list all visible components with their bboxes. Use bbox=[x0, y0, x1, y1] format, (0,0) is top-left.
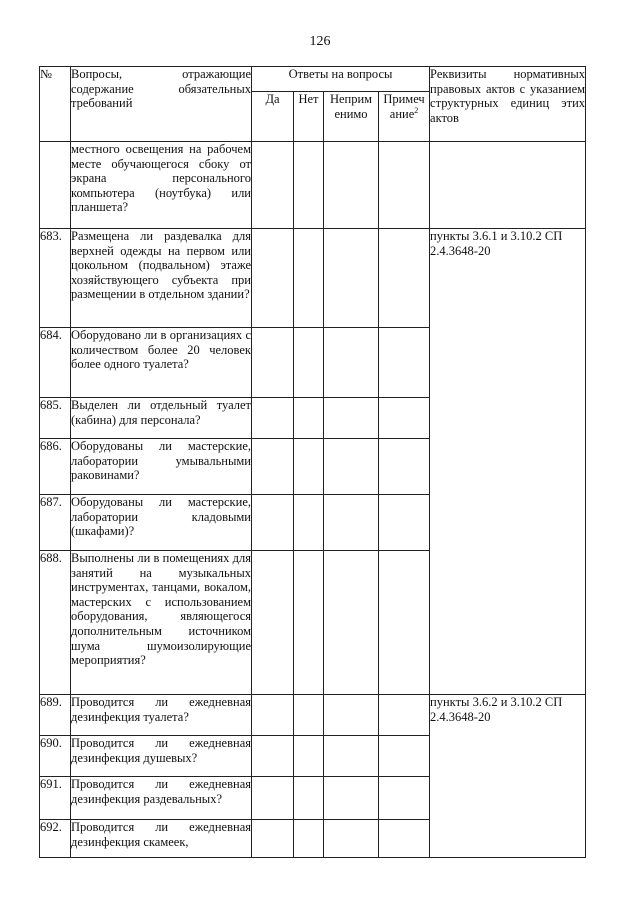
row-num: 690. bbox=[40, 736, 71, 777]
page-number: 126 bbox=[309, 34, 331, 49]
answer-note-cell[interactable] bbox=[379, 777, 430, 820]
row-ref: пункты 3.6.1 и 3.10.2 СП 2.4.3648-20 bbox=[430, 229, 586, 695]
answer-yes-cell[interactable] bbox=[252, 695, 294, 736]
answer-yes-cell[interactable] bbox=[252, 777, 294, 820]
answer-no-cell[interactable] bbox=[294, 142, 324, 229]
answer-na-cell[interactable] bbox=[324, 777, 379, 820]
answer-yes-cell[interactable] bbox=[252, 495, 294, 551]
row-question: Выделен ли отдельный туалет (кабина) для персонала? bbox=[71, 398, 252, 439]
row-question: Проводится ли ежедневная дезинфекция скамеек, bbox=[71, 820, 252, 858]
row-num bbox=[40, 142, 71, 229]
answer-note-cell[interactable] bbox=[379, 820, 430, 858]
answer-yes-cell[interactable] bbox=[252, 398, 294, 439]
answer-na-cell[interactable] bbox=[324, 695, 379, 736]
answer-note-cell[interactable] bbox=[379, 551, 430, 695]
row-question: Оборудовано ли в организациях с количеством более 20 человек более одного туалета? bbox=[71, 328, 252, 398]
row-num: 685. bbox=[40, 398, 71, 439]
header-note-footnote: 2 bbox=[414, 105, 419, 115]
row-num: 692. bbox=[40, 820, 71, 858]
answer-na-cell[interactable] bbox=[324, 551, 379, 695]
answer-note-cell[interactable] bbox=[379, 495, 430, 551]
answer-na-cell[interactable] bbox=[324, 229, 379, 328]
row-num: 683. bbox=[40, 229, 71, 328]
checklist-table bbox=[39, 66, 586, 858]
header-note-text: Примеч ание bbox=[383, 92, 425, 121]
answer-na-cell[interactable] bbox=[324, 736, 379, 777]
answer-note-cell[interactable] bbox=[379, 142, 430, 229]
row-num: 689. bbox=[40, 695, 71, 736]
answer-yes-cell[interactable] bbox=[252, 229, 294, 328]
answer-no-cell[interactable] bbox=[294, 398, 324, 439]
answer-no-cell[interactable] bbox=[294, 229, 324, 328]
answer-yes-cell[interactable] bbox=[252, 439, 294, 495]
answer-no-cell[interactable] bbox=[294, 328, 324, 398]
answer-note-cell[interactable] bbox=[379, 736, 430, 777]
row-question: Оборудованы ли мастерские, лаборатории кладовыми (шкафами)? bbox=[71, 495, 252, 551]
answer-no-cell[interactable] bbox=[294, 439, 324, 495]
answer-yes-cell[interactable] bbox=[252, 551, 294, 695]
answer-note-cell[interactable] bbox=[379, 229, 430, 328]
row-question: Оборудованы ли мастерские, лаборатории умывальными раковинами? bbox=[71, 439, 252, 495]
answer-no-cell[interactable] bbox=[294, 820, 324, 858]
answer-yes-cell[interactable] bbox=[252, 736, 294, 777]
row-num: 687. bbox=[40, 495, 71, 551]
header-no: Нет bbox=[294, 92, 324, 142]
row-question: Проводится ли ежедневная дезинфекция туалета? bbox=[71, 695, 252, 736]
table-row bbox=[40, 229, 586, 328]
answer-yes-cell[interactable] bbox=[252, 142, 294, 229]
answer-note-cell[interactable] bbox=[379, 439, 430, 495]
header-na: Неприм енимо bbox=[324, 92, 379, 142]
row-num: 686. bbox=[40, 439, 71, 495]
row-question: Выполнены ли в помещениях для занятий на музыкальных инструментах, танцами, вокалом, мастерских с использованием оборудования, являющегося дополнительным источником шума шумоизолирующие мероприятия? bbox=[71, 551, 252, 695]
row-num: 691. bbox=[40, 777, 71, 820]
table-row bbox=[40, 695, 586, 736]
row-question: Размещена ли раздевалка для верхней одежды на первом или цокольном (подвальном) этаже хозяйствующего субъекта при размещении в отдельном здании? bbox=[71, 229, 252, 328]
header-num: № bbox=[40, 67, 71, 142]
answer-no-cell[interactable] bbox=[294, 495, 324, 551]
answer-na-cell[interactable] bbox=[324, 142, 379, 229]
answer-note-cell[interactable] bbox=[379, 398, 430, 439]
answer-no-cell[interactable] bbox=[294, 736, 324, 777]
header-refs: Реквизиты нормативных правовых актов с указанием структурных единиц этих актов bbox=[430, 67, 586, 142]
answer-na-cell[interactable] bbox=[324, 439, 379, 495]
answer-no-cell[interactable] bbox=[294, 777, 324, 820]
row-question: местного освещения на рабочем месте обучающегося сбоку от экрана персонального компьютера (ноутбука) или планшета? bbox=[71, 142, 252, 229]
header-answers: Ответы на вопросы bbox=[252, 67, 430, 92]
answer-no-cell[interactable] bbox=[294, 551, 324, 695]
row-num: 684. bbox=[40, 328, 71, 398]
answer-na-cell[interactable] bbox=[324, 495, 379, 551]
row-num: 688. bbox=[40, 551, 71, 695]
answer-na-cell[interactable] bbox=[324, 398, 379, 439]
answer-na-cell[interactable] bbox=[324, 328, 379, 398]
table-row bbox=[40, 142, 586, 229]
row-question: Проводится ли ежедневная дезинфекция душевых? bbox=[71, 736, 252, 777]
answer-no-cell[interactable] bbox=[294, 695, 324, 736]
answer-yes-cell[interactable] bbox=[252, 820, 294, 858]
answer-yes-cell[interactable] bbox=[252, 328, 294, 398]
header-note bbox=[379, 92, 430, 142]
header-question: Вопросы, отражающие содержание обязательных требований bbox=[71, 67, 252, 142]
header-yes: Да bbox=[252, 92, 294, 142]
answer-note-cell[interactable] bbox=[379, 328, 430, 398]
row-ref bbox=[430, 142, 586, 229]
answer-note-cell[interactable] bbox=[379, 695, 430, 736]
answer-na-cell[interactable] bbox=[324, 820, 379, 858]
row-ref: пункты 3.6.2 и 3.10.2 СП 2.4.3648-20 bbox=[430, 695, 586, 858]
row-question: Проводится ли ежедневная дезинфекция раздевальных? bbox=[71, 777, 252, 820]
